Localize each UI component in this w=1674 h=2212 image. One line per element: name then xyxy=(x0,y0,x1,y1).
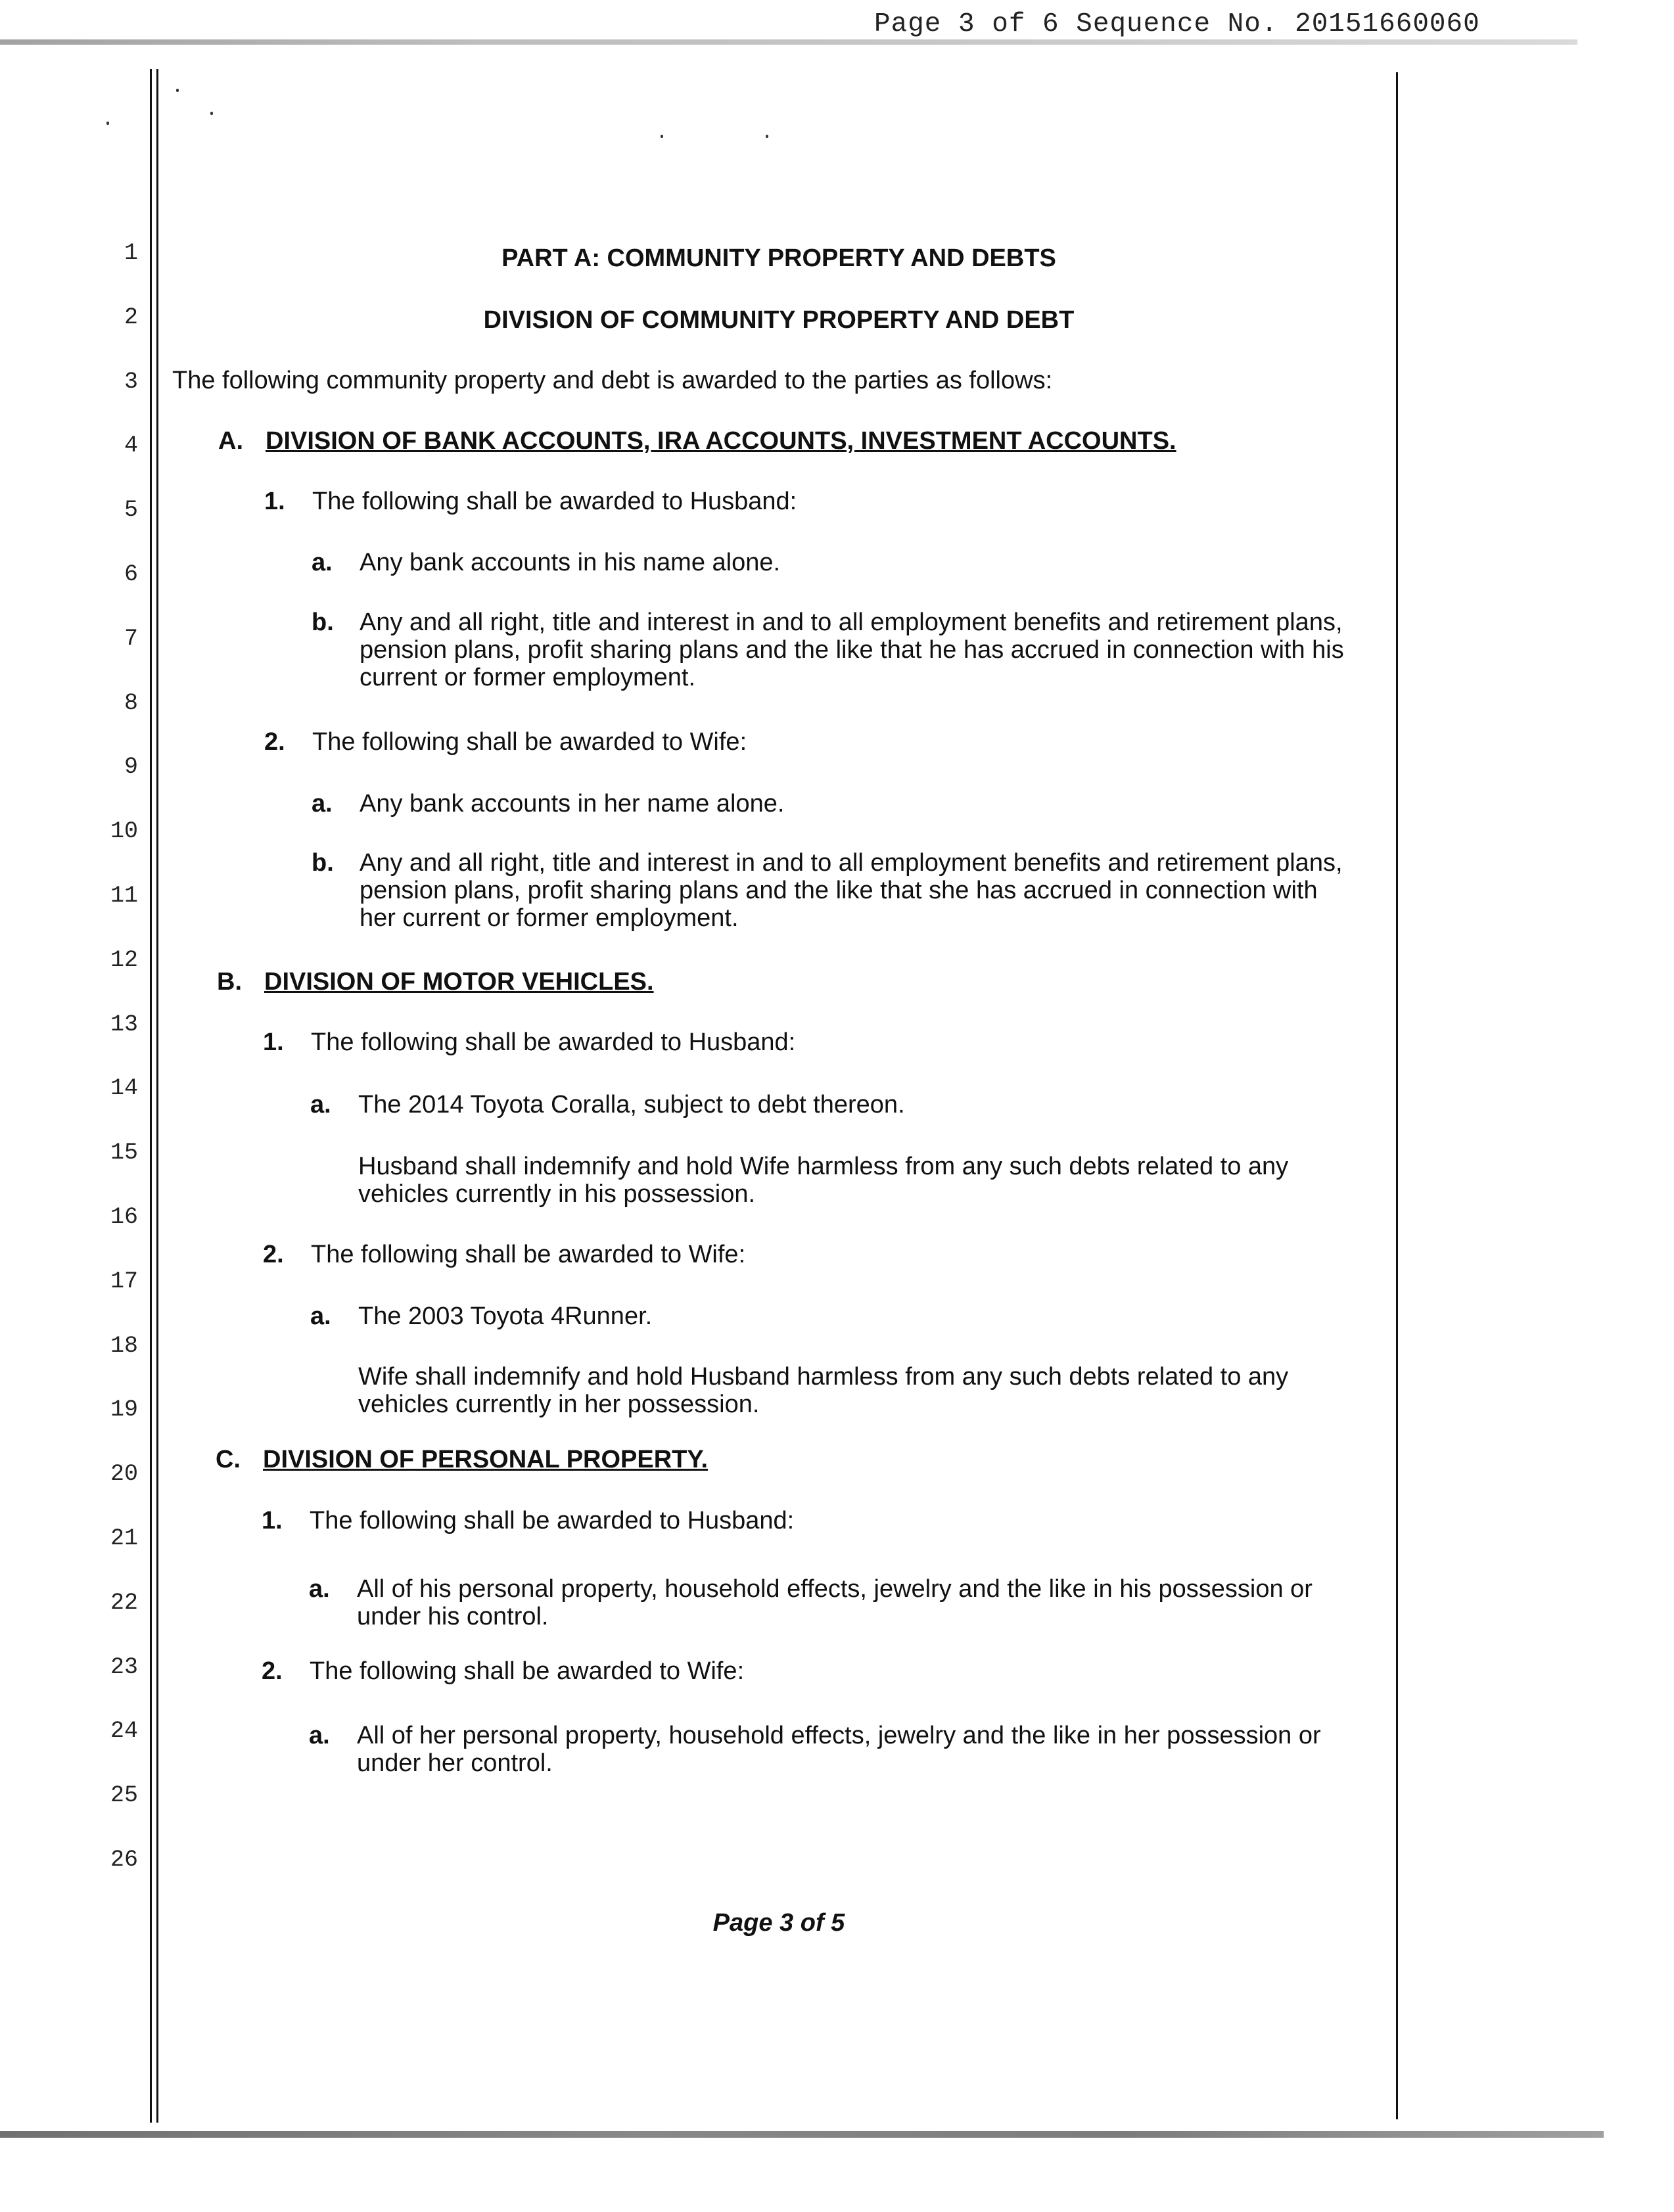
line-number: 4 xyxy=(124,432,138,459)
scan-speck xyxy=(176,89,179,92)
section-c-wife-item-a xyxy=(357,1722,1321,1777)
line-number: 7 xyxy=(124,626,138,652)
item-number: 2. xyxy=(262,1657,283,1685)
section-c-wife-intro: The following shall be awarded to Wife: xyxy=(310,1657,745,1685)
text-line: vehicles currently in her possession. xyxy=(358,1391,760,1418)
line-number: 18 xyxy=(110,1333,138,1359)
line-number: 6 xyxy=(124,561,138,588)
text-line: All of her personal property, household effects, jewelry and the like in her possession or xyxy=(357,1722,1321,1749)
line-number: 2 xyxy=(124,304,138,331)
section-a-heading: DIVISION OF BANK ACCOUNTS, IRA ACCOUNTS, INVESTMENT ACCOUNTS. xyxy=(266,427,1176,455)
item-letter: a. xyxy=(312,549,333,576)
item-number: 1. xyxy=(264,488,285,515)
item-number: 1. xyxy=(263,1028,284,1056)
section-c-husband-intro: The following shall be awarded to Husband: xyxy=(310,1507,795,1534)
text-line: under her control. xyxy=(357,1749,553,1777)
item-number: 2. xyxy=(263,1241,284,1268)
item-letter: b. xyxy=(312,849,334,877)
line-number: 3 xyxy=(124,369,138,395)
section-letter: B. xyxy=(217,968,242,996)
section-b-husband-note xyxy=(358,1153,1288,1208)
line-number: 14 xyxy=(110,1075,138,1101)
line-number: 17 xyxy=(110,1268,138,1295)
item-letter: a. xyxy=(310,1091,331,1118)
intro-paragraph: The following community property and debt is awarded to the parties as follows: xyxy=(172,367,1053,394)
section-b-husband-item-a: The 2014 Toyota Coralla, subject to debt thereon. xyxy=(358,1091,905,1118)
section-b-wife-item-a: The 2003 Toyota 4Runner. xyxy=(358,1302,653,1330)
left-margin-rule-outer xyxy=(150,69,152,2123)
scan-speck xyxy=(766,135,768,138)
text-line: Wife shall indemnify and hold Husband harmless from any such debts related to any xyxy=(358,1363,1289,1391)
line-number: 21 xyxy=(110,1525,138,1552)
right-margin-rule xyxy=(1396,72,1398,2119)
line-number: 25 xyxy=(110,1782,138,1809)
left-margin-rule-inner xyxy=(156,69,158,2123)
line-number: 22 xyxy=(110,1590,138,1616)
line-number: 9 xyxy=(124,754,138,780)
section-b-wife-note xyxy=(358,1363,1288,1418)
section-c-heading: DIVISION OF PERSONAL PROPERTY. xyxy=(263,1446,709,1473)
text-line: pension plans, profit sharing plans and the like that he has accrued in connection with his xyxy=(360,636,1344,664)
section-c-husband-item-a xyxy=(357,1575,1313,1630)
text-line: under his control. xyxy=(357,1603,549,1630)
scan-speck xyxy=(661,135,663,138)
line-number: 1 xyxy=(124,240,138,266)
section-a-husband-item-b xyxy=(360,609,1344,691)
scan-edge-bottom xyxy=(0,2131,1604,2138)
section-b-wife-intro: The following shall be awarded to Wife: xyxy=(311,1241,746,1268)
text-line: pension plans, profit sharing plans and the like that she has accrued in connection with xyxy=(360,877,1318,904)
line-number: 19 xyxy=(110,1396,138,1423)
section-letter: C. xyxy=(216,1446,241,1473)
text-line: Husband shall indemnify and hold Wife harmless from any such debts related to any xyxy=(358,1153,1289,1180)
line-number: 20 xyxy=(110,1461,138,1487)
section-a-husband-intro: The following shall be awarded to Husband: xyxy=(312,488,797,515)
page-footer: Page 3 of 5 xyxy=(712,1909,845,1937)
document-title: PART A: COMMUNITY PROPERTY AND DEBTS xyxy=(501,244,1056,272)
section-a-wife-intro: The following shall be awarded to Wife: xyxy=(312,728,747,756)
text-line: Any and all right, title and interest in and to all employment benefits and retirement plans, xyxy=(360,609,1343,636)
text-line: vehicles currently in his possession. xyxy=(358,1180,756,1208)
section-letter: A. xyxy=(218,427,243,455)
line-number: 24 xyxy=(110,1718,138,1744)
line-number: 11 xyxy=(110,883,138,909)
text-line: Any and all right, title and interest in and to all employment benefits and retirement plans, xyxy=(360,849,1343,877)
header-stamp: Page 3 of 6 Sequence No. 20151660060 xyxy=(874,9,1480,39)
section-a-husband-item-a: Any bank accounts in his name alone. xyxy=(360,549,781,576)
item-letter: a. xyxy=(309,1722,330,1749)
line-number: 23 xyxy=(110,1654,138,1680)
scan-speck xyxy=(106,122,109,125)
line-number: 16 xyxy=(110,1204,138,1230)
item-letter: b. xyxy=(312,609,334,636)
item-number: 1. xyxy=(262,1507,283,1534)
document-subtitle: DIVISION OF COMMUNITY PROPERTY AND DEBT xyxy=(483,306,1075,334)
line-number: 8 xyxy=(124,690,138,716)
line-number: 12 xyxy=(110,947,138,973)
scan-speck xyxy=(210,112,213,115)
text-line: her current or former employment. xyxy=(360,904,739,932)
section-b-husband-intro: The following shall be awarded to Husband: xyxy=(311,1028,796,1056)
item-letter: a. xyxy=(309,1575,330,1603)
scan-edge-top xyxy=(0,39,1577,45)
line-number: 26 xyxy=(110,1847,138,1873)
item-letter: a. xyxy=(312,790,333,818)
item-letter: a. xyxy=(310,1302,331,1330)
line-number: 10 xyxy=(110,818,138,844)
line-number: 13 xyxy=(110,1011,138,1038)
item-number: 2. xyxy=(264,728,285,756)
text-line: All of his personal property, household effects, jewelry and the like in his possession or xyxy=(357,1575,1313,1603)
section-a-wife-item-b xyxy=(360,849,1343,932)
text-line: current or former employment. xyxy=(360,664,696,691)
line-number: 15 xyxy=(110,1140,138,1166)
line-number: 5 xyxy=(124,497,138,523)
section-a-wife-item-a: Any bank accounts in her name alone. xyxy=(360,790,785,818)
section-b-heading: DIVISION OF MOTOR VEHICLES. xyxy=(264,968,654,996)
